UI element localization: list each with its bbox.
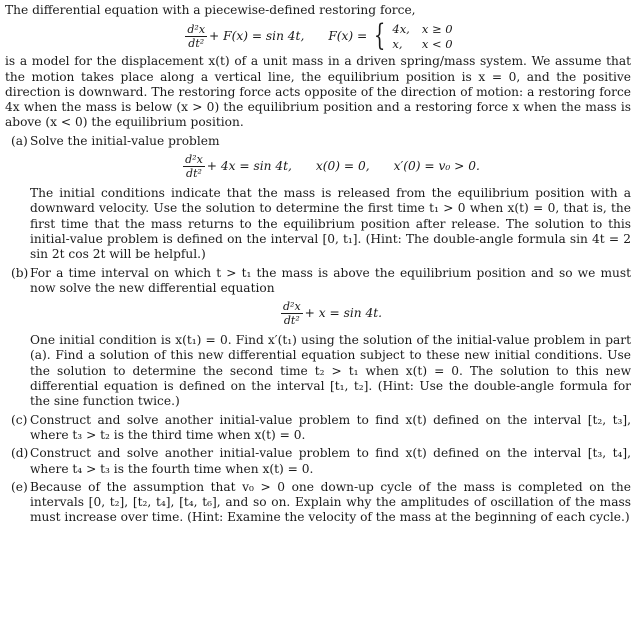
part-a-equation-tail: + 4x = sin 4t, bbox=[206, 158, 292, 173]
part-e bbox=[5, 480, 631, 526]
force-cases bbox=[392, 22, 452, 51]
part-a-fraction bbox=[183, 153, 205, 180]
fraction-numerator: d²x bbox=[187, 22, 206, 36]
part-a-initial-condition-2: x′(0) = v₀ > 0. bbox=[393, 158, 480, 173]
part-a-initial-condition-1: x(0) = 0, bbox=[315, 158, 370, 173]
part-b-lead: For a time interval on which t > t₁ the mass is above the equilibrium position and so we must now solve the new differential equation bbox=[30, 265, 631, 295]
intro-title-line: The differential equation with a piecewise-defined restoring force, bbox=[5, 3, 416, 17]
force-label: F(x) = bbox=[328, 29, 368, 44]
part-b-fraction bbox=[281, 300, 303, 327]
case-cond-1: x ≥ 0 bbox=[421, 21, 453, 36]
main-equation bbox=[5, 18, 631, 54]
part-a bbox=[5, 134, 631, 263]
part-e-label: (e) bbox=[11, 479, 28, 494]
fraction-denominator: dt² bbox=[188, 36, 205, 50]
part-b bbox=[5, 266, 631, 410]
part-a-fraction-numerator: d²x bbox=[185, 153, 203, 167]
second-derivative-fraction bbox=[185, 23, 207, 50]
part-b-text: One initial condition is x(t₁) = 0. Find x′(t₁) using the solution of the initial-value problem in part (a). Find a solution of this new differential equation subject to these new initial conditions. Use the solution to determine the second time t₂ > t₁ when x(t) = 0. The solution to this new differential equation is defined on the interval [t₁, t₂]. (Hint: Use the double-angle formula for the sine function twice.) bbox=[30, 333, 631, 409]
part-a-text: The initial conditions indicate that the mass is released from the equilibrium position with a downward velocity. Use the solution to determine the first time t₁ > 0 when x(t) = 0, that is, the first time that the mass returns to the equilibrium position after release. The solution to this initial-value problem is defined on the interval [0, t₁]. (Hint: The double-angle formula sin 4t = 2 sin 2t cos 2t will be helpful.) bbox=[30, 186, 631, 262]
part-b-equation-tail: + x = sin 4t. bbox=[304, 306, 382, 320]
part-e-text: Because of the assumption that v₀ > 0 one down-up cycle of the mass is completed on the intervals [0, t₂], [t₂, t₄], [t₄, t₆], and so on. Explain why the amplitudes of oscillation of the mass must increase over time. (Hint: Examine the velocity of the mass at the beginning of each cycle.) bbox=[30, 479, 631, 525]
case-expr-1: 4x, bbox=[392, 21, 410, 36]
case-expr-2: x, bbox=[392, 36, 403, 51]
part-a-fraction-denominator: dt² bbox=[186, 167, 202, 181]
part-c bbox=[5, 413, 631, 444]
part-b-label: (b) bbox=[11, 265, 29, 280]
part-a-equation bbox=[30, 153, 631, 180]
left-brace-icon: { bbox=[374, 18, 386, 54]
part-a-lead: Solve the initial-value problem bbox=[30, 133, 220, 148]
part-b-fraction-numerator: d²x bbox=[283, 300, 301, 314]
case-cond-2: x < 0 bbox=[421, 36, 453, 51]
part-d-label: (d) bbox=[11, 446, 29, 461]
part-c-text: Construct and solve another initial-value problem to find x(t) defined on the interval [t₂, t₃], where t₃ > t₂ is the third time when x(t) = 0. bbox=[30, 412, 631, 442]
part-b-fraction-denominator: dt² bbox=[283, 314, 300, 328]
part-d-text: Construct and solve another initial-value problem to find x(t) defined on the interval [t₃, t₄], where t₄ > t₃ is the fourth time when x(t) = 0. bbox=[30, 446, 631, 476]
part-a-label: (a) bbox=[11, 133, 28, 148]
part-d bbox=[5, 446, 631, 477]
main-equation-tail: + F(x) = sin 4t, bbox=[209, 29, 305, 44]
piecewise-force-definition bbox=[328, 18, 453, 54]
part-b-equation bbox=[30, 300, 631, 327]
intro-description: is a model for the displacement x(t) of a unit mass in a driven spring/mass system. We assume that the motion takes place along a vertical line, the equilibrium position is x = 0, and the positive direction is downward. The restoring force acts opposite of the direction of motion: a restoring force 4x when the mass is below (x > 0) the equilibrium position and a restoring force x when the mass is above (x < 0) the equilibrium position. bbox=[5, 54, 631, 130]
part-c-label: (c) bbox=[11, 412, 28, 427]
